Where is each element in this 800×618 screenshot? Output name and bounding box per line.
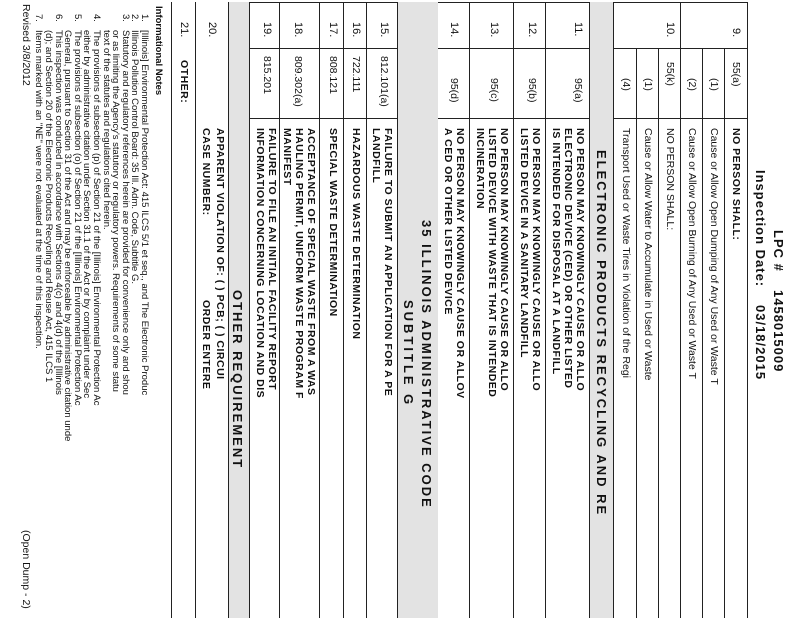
row-19-number: 19. bbox=[261, 22, 273, 38]
row-15-desc-line1: FAILURE TO SUBMIT AN APPLICATION FOR A PE bbox=[382, 128, 394, 397]
row-rule bbox=[658, 48, 659, 618]
lpc-number: 1458015009 bbox=[771, 290, 786, 373]
row-11-desc-line3: IS INTENDED FOR DISPOSAL AT A LANDFILL bbox=[550, 128, 562, 375]
row-9-desc: NO PERSON SHALL: bbox=[730, 128, 742, 241]
column-divider-number bbox=[248, 48, 748, 49]
row-20-case-number: CASE NUMBER: bbox=[200, 128, 212, 216]
row-18-cite: 809.302(a) bbox=[292, 56, 304, 107]
row-rule bbox=[613, 2, 614, 618]
row-12-cite: 95(b) bbox=[526, 78, 538, 103]
row-9-cite: 55(a) bbox=[730, 62, 742, 87]
row-16-number: 16. bbox=[350, 22, 362, 38]
row-rule bbox=[513, 2, 514, 618]
note-text: either by administrative citation under Section 31.1 of the Act or by complaint under Sec bbox=[81, 30, 93, 399]
row-10-1-cite: (1) bbox=[642, 78, 654, 91]
row-rule bbox=[249, 2, 250, 618]
row-16-cite: 722.111 bbox=[350, 56, 362, 93]
row-21-desc: OTHER: bbox=[178, 60, 190, 104]
row-11-cite: 95(a) bbox=[572, 78, 584, 103]
row-13-desc-line1: NO PERSON MAY KNOWINGLY CAUSE OR ALLO bbox=[498, 128, 510, 392]
row-rule bbox=[343, 2, 344, 618]
row-13-desc-line2: LISTED DEVICE WITH WASTE THAT IS INTENDED bbox=[486, 128, 498, 398]
row-9-1-cite: (1) bbox=[708, 78, 720, 91]
row-20-number: 20. bbox=[206, 22, 218, 38]
row-11-desc-line1: NO PERSON MAY KNOWINGLY CAUSE OR ALLO bbox=[574, 128, 586, 392]
row-14-cite: 95(d) bbox=[448, 78, 460, 103]
row-20-order-entered: ORDER ENTERE bbox=[200, 300, 212, 390]
row-18-desc-line1: ACCEPTANCE OF SPECIAL WASTE FROM A WAS bbox=[305, 128, 317, 396]
row-10-desc: NO PERSON SHALL: bbox=[664, 128, 676, 231]
row-17-cite: 808.121 bbox=[327, 56, 339, 94]
note-number: 2. bbox=[129, 14, 141, 22]
row-12-desc-line1: NO PERSON MAY KNOWINGLY CAUSE OR ALLO bbox=[530, 128, 542, 392]
row-9-2-desc: Cause or Allow Open Burning of Any Used or Waste T bbox=[686, 128, 698, 379]
note-text: This inspection was conducted in accordance with Sections 4(c) and 4(d) of the [Illinois bbox=[52, 30, 64, 395]
note-text: [Illinois] Environmental Protection Act: 415 ILCS 5/1 et seq., and The Electronic Produc bbox=[139, 30, 150, 396]
note-text: or as limiting the Agency's statutory or regulatory powers. Requirements of some statu bbox=[110, 30, 122, 392]
note-number: 4. bbox=[91, 14, 102, 22]
row-rule bbox=[366, 2, 367, 618]
note-number: 7. bbox=[33, 14, 45, 22]
row-rule bbox=[228, 2, 229, 618]
note-text: Statutory and regulatory references herein are provided for convenience only and shou bbox=[119, 30, 131, 395]
row-18-number: 18. bbox=[292, 22, 304, 38]
row-14-desc-line2: A CED OR OTHER LISTED DEVICE bbox=[442, 128, 454, 315]
row-9-number: 9. bbox=[730, 28, 742, 38]
row-15-desc-line2: LANDFILL bbox=[370, 128, 382, 184]
row-rule bbox=[589, 2, 590, 618]
note-number: 5. bbox=[71, 14, 83, 22]
row-10-1-desc: Cause or Allow Water to Accumulate in Used or Waste bbox=[642, 128, 654, 381]
note-text: text of the statutes and regulations cited herein. bbox=[100, 30, 112, 230]
row-rule bbox=[397, 2, 398, 618]
row-13-cite: 95(c) bbox=[488, 78, 500, 102]
note-text: Illinois Pollution Control Board: 35 Ill. Adm. Code, Subtitle G. bbox=[129, 30, 141, 284]
row-19-cite: 815.201 bbox=[261, 56, 273, 94]
form-id: (Open Dump - 2) bbox=[20, 530, 32, 609]
section-title-admin-code: 35 ILLINOIS ADMINISTRATIVE CODE bbox=[419, 220, 434, 509]
note-text: General, pursuant to Section 31 of the Act and may be enforceable by administrative citation unde bbox=[62, 30, 74, 442]
lpc-label: LPC # bbox=[771, 230, 786, 272]
column-divider-cite bbox=[248, 118, 748, 119]
section-title-other: OTHER REQUIREMENT bbox=[230, 290, 245, 470]
row-11-desc-line2: ELECTRONIC DEVICE (CED) OR OTHER LISTED bbox=[562, 128, 574, 389]
row-19-desc-line2: INFORMATION CONCERNING LOCATION AND DIS bbox=[254, 128, 266, 399]
note-text: Items marked with an "NE" were not evaluated at the time of this inspection. bbox=[33, 30, 45, 349]
row-15-cite: 812.101(a) bbox=[378, 56, 390, 107]
row-10-number: 10. bbox=[664, 22, 676, 38]
inspection-date: 03/18/2015 bbox=[753, 305, 768, 381]
notes-title: Informational Notes bbox=[153, 6, 164, 96]
row-9-1-desc: Cause or Allow Open Dumping of Any Used or Waste T bbox=[708, 128, 720, 385]
note-text: The provisions of subsection (o) of Section 21 of the [Illinois] Environmental Protection Ac bbox=[71, 30, 83, 406]
row-12-number: 12. bbox=[526, 22, 538, 38]
row-rule bbox=[195, 2, 196, 618]
row-21-number: 21. bbox=[178, 22, 190, 38]
inspection-date-label: Inspection Date: bbox=[753, 170, 768, 288]
section-subtitle: SUBTITLE G bbox=[401, 300, 416, 408]
row-15-number: 15. bbox=[378, 22, 390, 38]
note-text: The provisions of subsection (p) of Section 21 of the [Illinois] Environmental Protection Ac bbox=[91, 30, 102, 406]
row-rule bbox=[636, 48, 637, 618]
row-rule bbox=[724, 48, 725, 618]
row-18-desc-line2: HAULING PERMIT, UNIFORM WASTE PROGRAM F bbox=[293, 128, 305, 399]
row-rule bbox=[469, 2, 470, 618]
row-10-4-desc: Transport Used or Waste Tires in Violation of the Regi bbox=[620, 128, 632, 378]
row-rule bbox=[702, 48, 703, 618]
row-10-4-cite: (4) bbox=[620, 78, 632, 91]
row-20-desc-line1: APPARENT VIOLATION OF: ( ) PCB; ( ) CIRCUI bbox=[214, 128, 226, 380]
row-rule bbox=[545, 2, 546, 618]
row-rule bbox=[279, 2, 280, 618]
row-13-desc-line3: INCINERATION bbox=[474, 128, 486, 210]
note-text: (d); and Section 20 of the Electronic Products Recycling and Reuse Act, 415 ILCS 1 bbox=[43, 30, 54, 383]
row-9-2-cite: (2) bbox=[686, 78, 698, 91]
row-16-desc: HAZARDOUS WASTE DETERMINATION bbox=[350, 128, 362, 340]
row-17-number: 17. bbox=[327, 22, 339, 38]
table-left-border bbox=[248, 2, 748, 3]
row-14-desc-line1: NO PERSON MAY KNOWINGLY CAUSE OR ALLOV bbox=[454, 128, 466, 399]
row-10-cite: 55(k) bbox=[664, 62, 676, 86]
note-number: 3. bbox=[119, 14, 131, 22]
revised-date: Revised 3/8/2012 bbox=[20, 4, 32, 86]
row-13-number: 13. bbox=[488, 22, 500, 38]
row-19-desc-line1: FAILURE TO FILE AN INITIAL FACILITY REPORT bbox=[266, 128, 278, 391]
row-11-number: 11. bbox=[572, 22, 584, 37]
row-18-desc-line3: MANIFEST bbox=[281, 128, 293, 186]
row-14-number: 14. bbox=[448, 22, 460, 38]
note-number: 6. bbox=[52, 14, 64, 22]
row-rule bbox=[747, 2, 748, 618]
row-17-desc: SPECIAL WASTE DETERMINATION bbox=[327, 128, 339, 317]
row-rule bbox=[680, 2, 681, 618]
row-rule bbox=[171, 2, 172, 618]
row-12-desc-line2: LISTED DEVICE IN A SANITARY LANDFILL bbox=[518, 128, 530, 358]
row-rule bbox=[319, 2, 320, 618]
section-title-electronic: ELECTRONIC PRODUCTS RECYCLING AND RE bbox=[594, 150, 609, 517]
note-number: 1. bbox=[139, 14, 150, 22]
